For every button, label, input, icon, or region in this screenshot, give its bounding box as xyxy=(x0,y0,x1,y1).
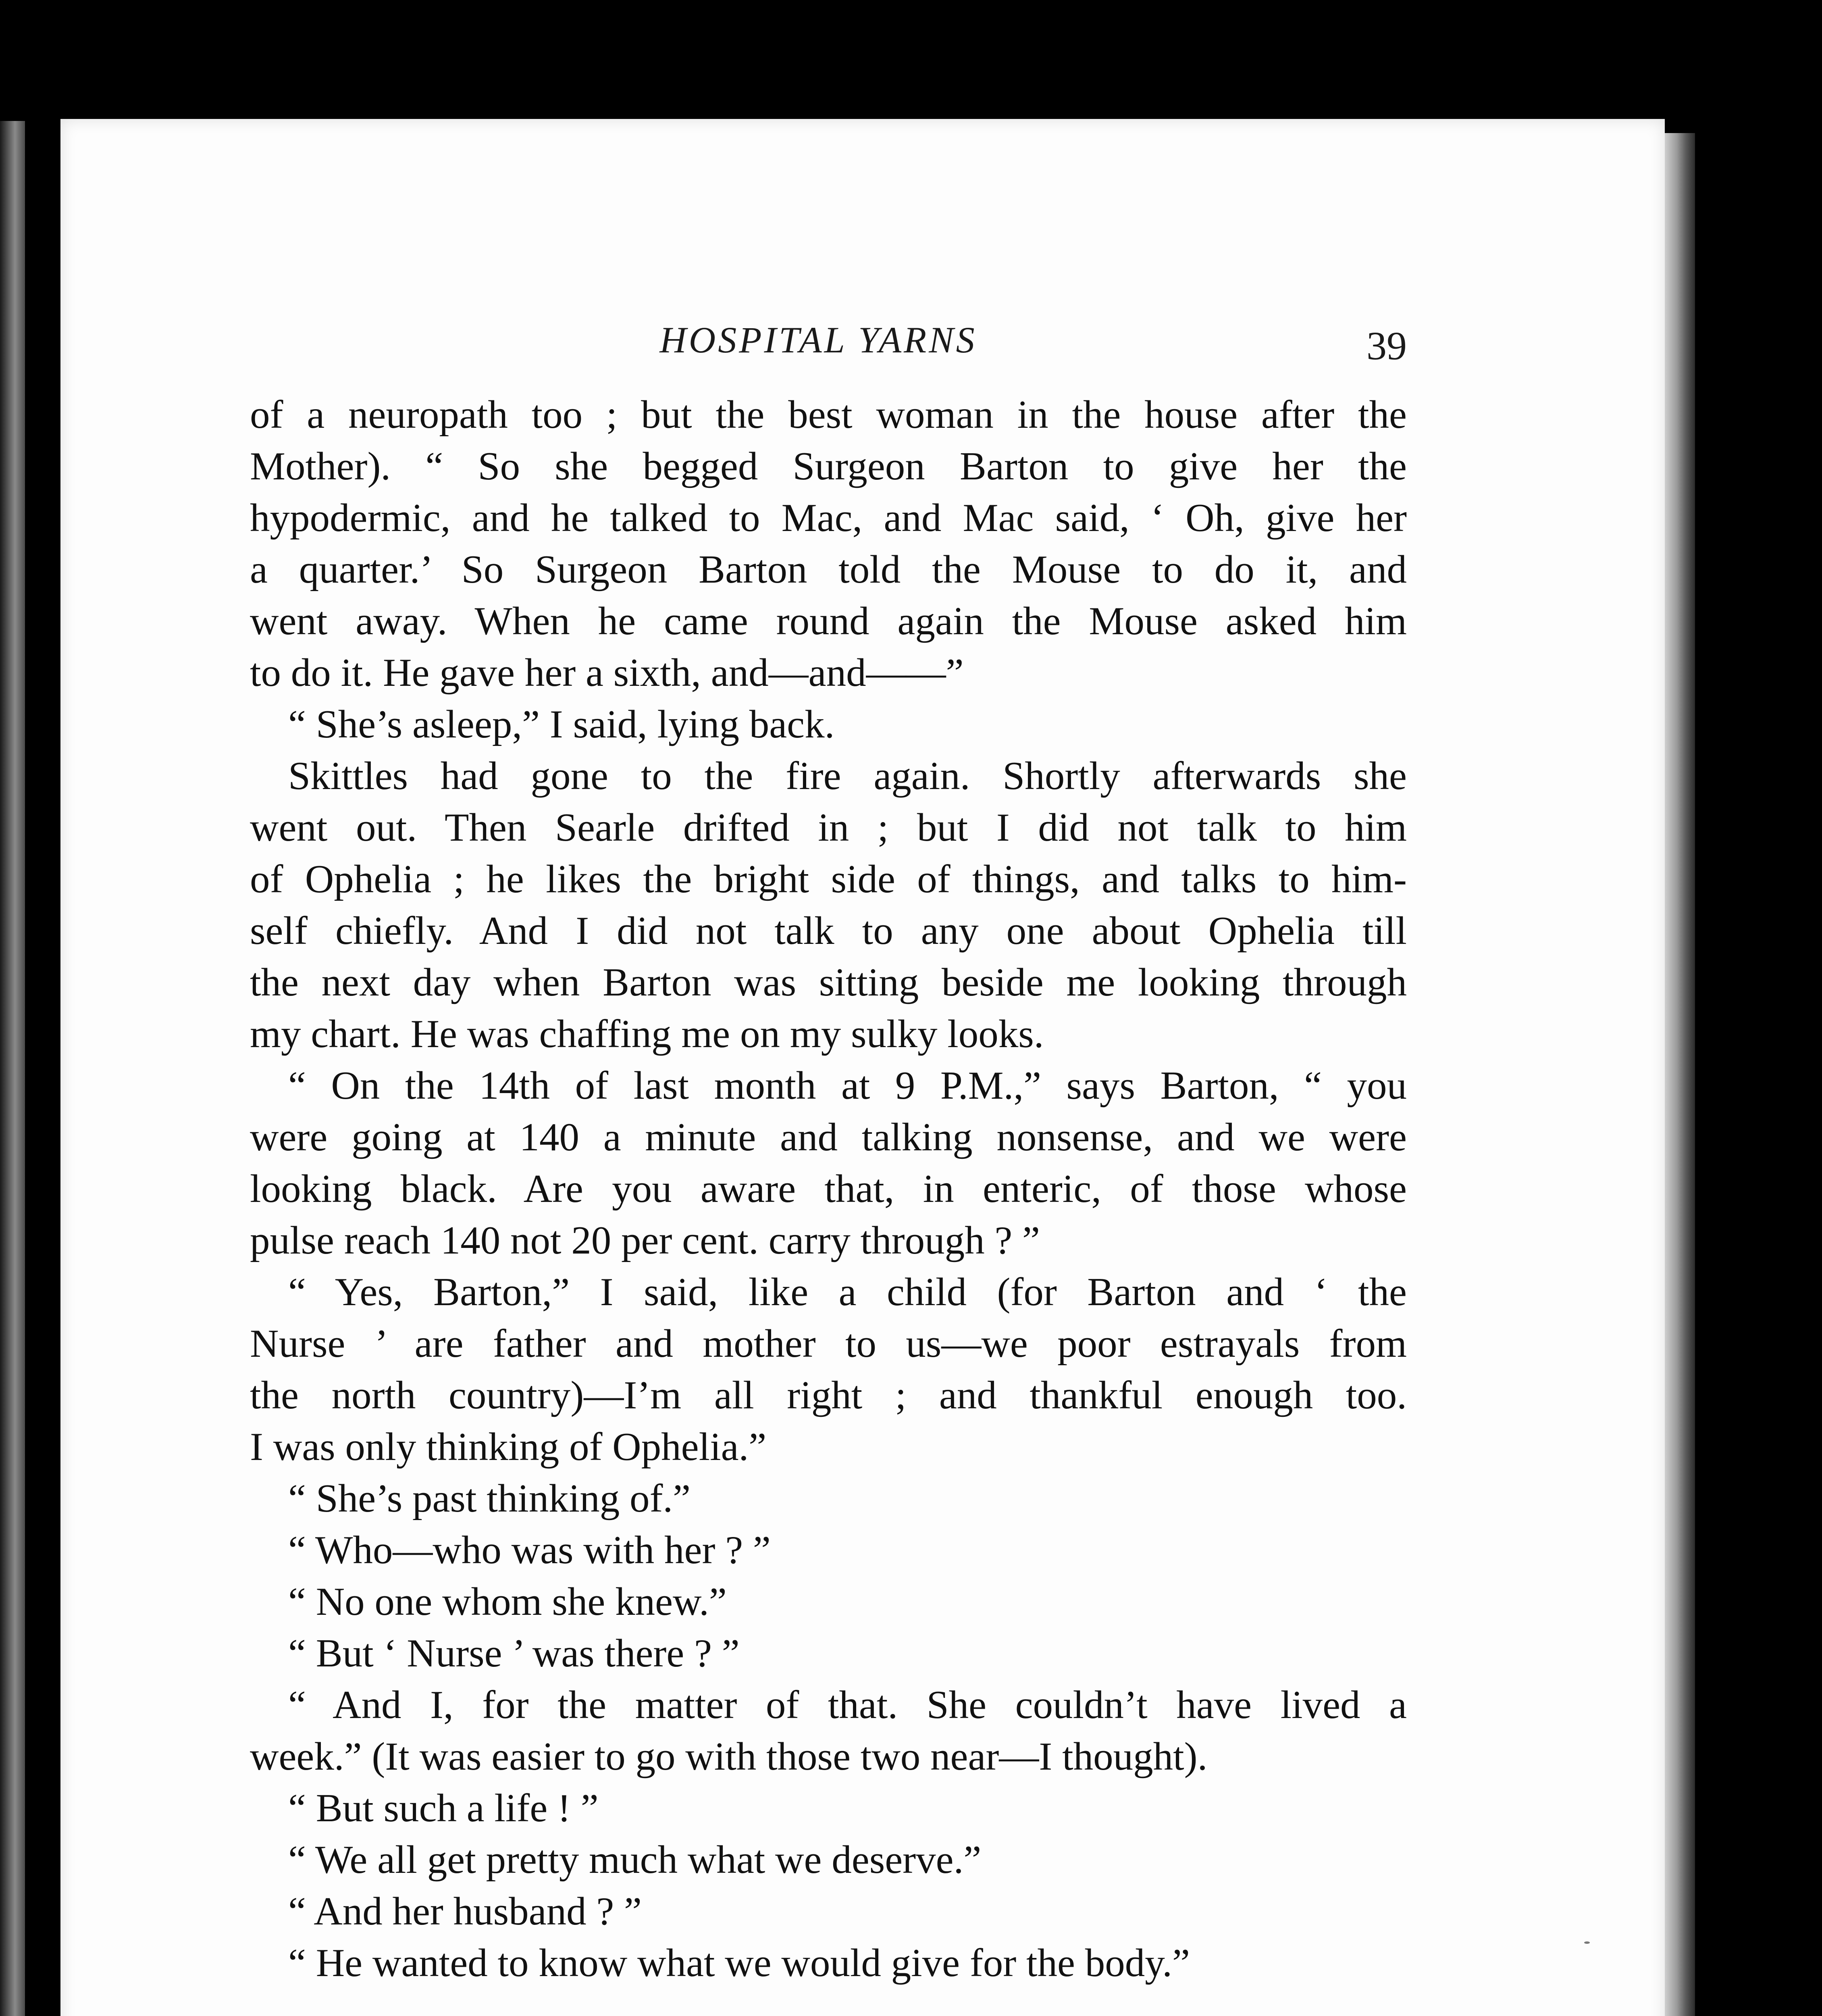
text-line: “ On the 14th of last month at 9 P.M.,” says Barton, “ you xyxy=(288,1064,1407,1108)
text-line: “ But such a life ! ” xyxy=(288,1786,599,1830)
text-line: pulse reach 140 not 20 per cent. carry through ? ” xyxy=(250,1218,1040,1262)
text-line: went away. When he came round again the Mouse asked him xyxy=(250,599,1407,643)
text-line: “ But ‘ Nurse ’ was there ? ” xyxy=(288,1631,740,1675)
text-line: Skittles had gone to the fire again. Shortly afterwards she xyxy=(288,754,1407,798)
text-line: my chart. He was chaffing me on my sulky looks. xyxy=(250,1012,1044,1056)
text-line: “ No one whom she knew.” xyxy=(288,1580,727,1624)
text-line: Mother). “ So she begged Surgeon Barton to give her the xyxy=(250,444,1407,488)
text-line: “ We all get pretty much what we deserve.” xyxy=(288,1838,982,1882)
text-line: “ Yes, Barton,” I said, like a child (for Barton and ‘ the xyxy=(288,1270,1407,1314)
page-number: 39 xyxy=(1366,323,1407,368)
text-line: of a neuropath too ; but the best woman in the house after the xyxy=(250,393,1407,437)
text-line: “ And I, for the matter of that. She couldn’t have lived a xyxy=(288,1683,1407,1727)
text-line: Nurse ’ are father and mother to us—we poor estrayals from xyxy=(250,1322,1407,1366)
text-line: I was only thinking of Ophelia.” xyxy=(250,1425,767,1469)
text-line: week.” (It was easier to go with those two near—I thought). xyxy=(250,1735,1208,1779)
text-line: hypodermic, and he talked to Mac, and Mac said, ‘ Oh, give her xyxy=(250,496,1407,540)
running-head: HOSPITAL YARNS xyxy=(659,319,977,360)
page-stack-edge xyxy=(1665,133,1695,2016)
paper-speck xyxy=(1584,1941,1590,1944)
text-line: to do it. He gave her a sixth, and—and——” xyxy=(250,651,964,695)
text-line: “ She’s asleep,” I said, lying back. xyxy=(288,702,835,746)
text-line: “ He wanted to know what we would give for the body.” xyxy=(288,1941,1190,1985)
text-line: “ And her husband ? ” xyxy=(288,1889,642,1933)
text-line: looking black. Are you aware that, in enteric, of those whose xyxy=(250,1167,1407,1211)
text-line: were going at 140 a minute and talking nonsense, and we were xyxy=(250,1115,1407,1159)
text-line: the north country)—I’m all right ; and thankful enough too. xyxy=(250,1373,1407,1417)
text-line: “ Who—who was with her ? ” xyxy=(288,1528,771,1572)
text-line: went out. Then Searle drifted in ; but I did not talk to him xyxy=(250,806,1407,850)
body-text xyxy=(250,389,1407,1989)
left-page-edge xyxy=(0,121,25,2016)
text-line: “ She’s past thinking of.” xyxy=(288,1477,691,1520)
text-line: the next day when Barton was sitting beside me looking through xyxy=(250,960,1407,1004)
text-line: a quarter.’ So Surgeon Barton told the Mouse to do it, and xyxy=(250,548,1407,591)
text-line: of Ophelia ; he likes the bright side of things, and talks to him- xyxy=(250,857,1407,901)
text-line: self chiefly. And I did not talk to any one about Ophelia till xyxy=(250,909,1407,953)
